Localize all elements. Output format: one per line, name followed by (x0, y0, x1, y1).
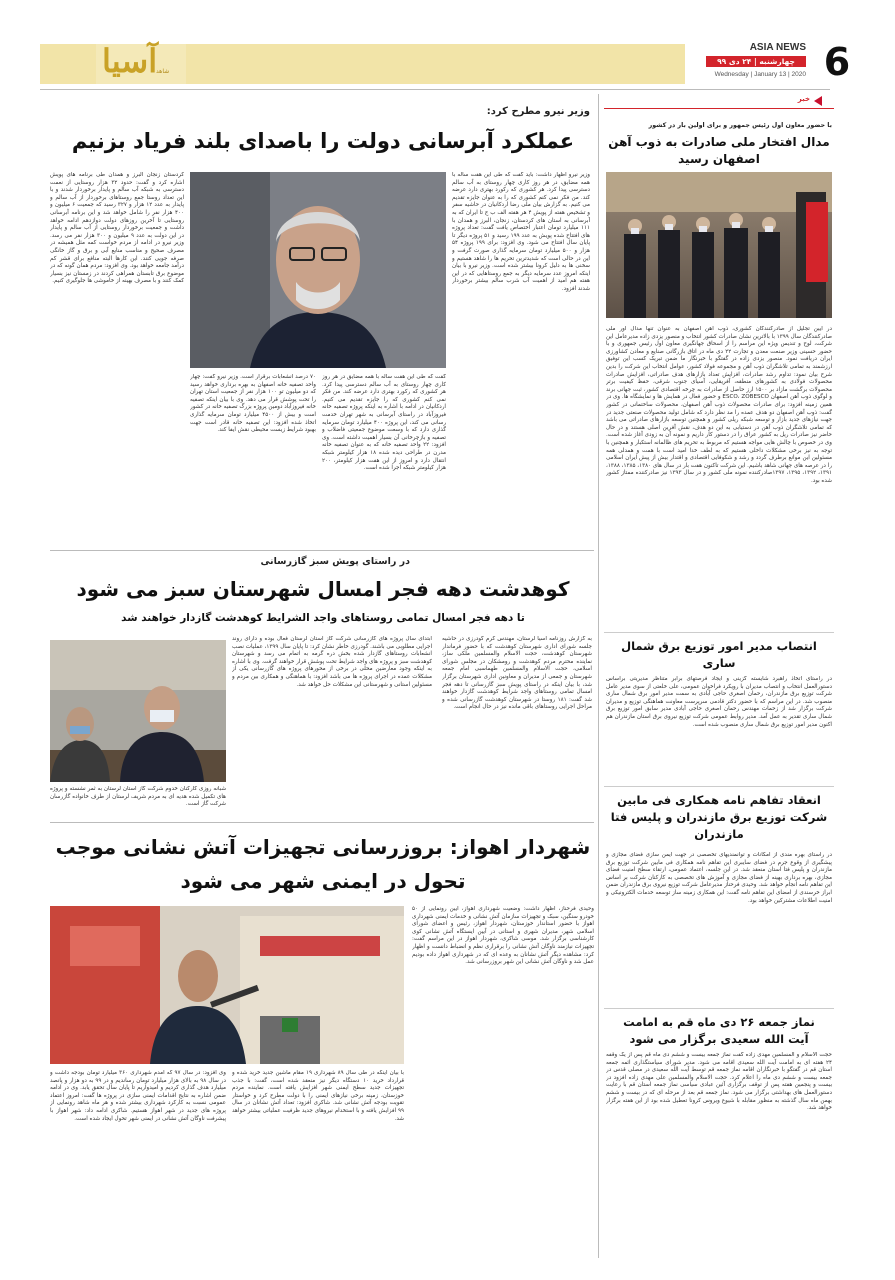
page-header (0, 0, 895, 90)
logo-subtext: شاهد (156, 68, 170, 75)
top-story-photo (190, 172, 446, 368)
section-marker-icon (814, 96, 822, 106)
brand-en: ASIA NEWS (749, 42, 806, 53)
gas-story-kicker: در راستای پویش سبز گازرسانی (260, 556, 410, 567)
date-en: Wednesday | January 13 | 2020 (714, 71, 806, 78)
logo-block (96, 44, 186, 84)
logo-text: آسیا (102, 42, 158, 80)
story3-title: انعقاد تفاهم نامه همکاری فی مابین شرکت توزیع برق مازندران و پلیس فتا مازندران (610, 793, 828, 841)
story4-body: حجت الاسلام و المسلمین مهدی زاده گفت نماز جمعه بیست و ششم دی ماه قم پس از یک وقفه ۲۴ هفته ای به امامت آیت الله سعیدی اقامه می شود. مدیر شورای سیاستگذاری ائمه جمعه استان قم در گفتگو با خبرنگاران اقامه نماز جمعه قم توسط آیت الله سعیدی در مصلی قدس در جمعه بیست و ششم دی ماه را اعلام کرد. حجت الاسلام والمسلمین علی مهدی زاده افزود در بیست و پنجمین هفته پس از توقف برگزاری آئین عبادی سیاسی نماز جمعه استان قم با رعایت دستورالعمل های بهداشتی برگزار می شود. نماز جمعه قم بعد از مرحله ای که در بیست و ششم بهمن ماه سال گذشته به منظور مقابله با شیوع ویروس کرونا تعطیل شده بود از این هفته برگزار خواهد شد. (606, 1052, 832, 1112)
top-story-kicker: وزیر نیرو مطرح کرد: (486, 106, 590, 117)
award-ceremony-image (606, 172, 832, 318)
top-story-col-right: وزیر نیرو اظهار داشت: باید گفت که طی این هفت ساله با همه مضایق، در هر روز کاری چهار روستای به آب سالم دسترسی پیدا کرد. هر کشوری که رکورد بهتری دارد عرضه کند. من فکر نمی کنم کشوری که را به عنوان جایزه تقدیم می کنیم. به گزارش بیان ملی رضا اردکانیان در حاشیه سفر و تشخیص هفته از پویش ۴ هر هفته الف ب ج تا ایران که به آبرسانی به استان های کردستان، زنجان، البرز و همدان با ۱۱۱ میلیارد تومان اعتبار اختصاص یافت گفت: تعداد پروژه های افتتاح شده پویش به عدد ۱۹۹ رسید و ۵۱ پروژه دیگر تا پایان سال افتتاح می شود. وی افزود: برای ۱۹۹ پروژه ۵۴ هزار و ۵۰۰ میلیارد تومان سرمایه گذاری صورت گرفت و این در حالی است که شدیدترین تحریم ها را شاهد هستیم و سخنی ها به دلیل کرونا بیشتر شده است. وزیر نیرو با بیان اینکه امروز عدد سرمایه دیگر به جمع روستاهایی که در این هفته هم امید از اهمیت آب شرب سالم بیشتر برخوردار شدند افزود. (452, 172, 590, 292)
ahvaz-story-col-left: وی افزود: در سال ۹۷ که آمدم شهرداری ۳۶۰ میلیارد تومان بودجه داشت و در سال ۹۸ به بالای هزار میلیارد تومان رساندیم و در ۹۹ به دو هزار و پانصد میلیارد هدف گذاری کردیم و امیدواریم تا پایان سال تحقق یابد. وی در ادامه ضمن اشاره به نتایج اقدامات ایمنی سازی در پروژه ها گفت: امروز اعتماد عمومی نسبت به کارکرد شهرداری بیشتر شده و هر ماه شاهد رونمایی از پروژه های جدید در شهر اهواز هستیم. شاکری ادامه داد: شهر اهواز با پیشرفت ناوگان آتش نشانی در ایمنی شهر تحول ایجاد شده است. (50, 1070, 226, 1122)
mayor-speech-image (50, 906, 404, 1064)
story2-title: انتصاب مدیر امور توزیع برق شمال ساری (621, 639, 817, 670)
page-number: 6 (823, 40, 851, 84)
story1-title: مدال افتخار ملی صادرات به ذوب آهن اصفهان رسید (608, 135, 830, 166)
ahvaz-story-photo (50, 906, 404, 1064)
top-story-col-left: کردستان زنجان البرز و همدان طی برنامه های پویش اشاره کرد و گفت: حدود ۳۲ هزار روستایی از نعمت دسترسی به شبکه آب سالم و پایدار برخوردار شدند و با این تعداد روستا جمع روستاهای برخوردار از آب سالم و پایدار به عدد ۱۲ هزار و ۳۲۷ رسید که جمعیت ۶ میلیون و ۴۰۰ هزار نفر را شامل خواهد شد و این برنامه آبرسانی روستایی تا آخرین روزهای دولت دوازدهم ادامه خواهد داشت و جمعیت برخوردار روستایی از آب سالم و پایدار در این دولت به عدد ۹ میلیون و ۳۰۰ هزار نفر می رسد. وزیر نیرو در ادامه از مردم خواست کمه مثل همیشه در مصرف صحیح و مناسب منابع آبی و برق و گاز خانگی صرفه جویی کنند. این کارها البته منافع برای قشر کم درآمد جامعه خواهد بود. وی افزود: مردم همان گونه که در موضوع برق تابستان همراهی کردند در زمستان نیز بسیار کمک کنند و با مصرف بهینه از خاموشی ها جلوگیری کنیم. (50, 172, 184, 285)
gas-story-photo (50, 640, 226, 782)
story2-body: در راستای اتخاذ راهبرد شایسته گزینی و ایجاد فرصتهای برابر متناظر مدیریتی براساس دستورالعمل انتخاب و انتصاب مدیران با رویکرد فراخوان عمومی، علی خلعتی از سوی مدیر عامل شرکت توزیع برق مازندران، رحمان اصغری حاجی آبادی به سمت مدیر امور برق شمال ساری منصوب شد. در این مراسم که با حضور دکتر قادمی سرپرست معاونت هماهنگی توزیع و مدیران شرکت برگزار شد از زحمات مهندس رحمان اصغری حاجی آبادی مدیر سابق امور توزیع برق شمال ساری تقدیر به عمل آمد. مدیر روابط عمومی شرکت توزیع نیروی برق استان مازندران هم اکنون مدیر امور توزیع برق شمال ساری منصوب شده است. (606, 676, 832, 728)
section-label: خبر (797, 95, 810, 103)
gas-story-col-left: ابتدای سال پروژه های گازرسانی شرکت گاز استان لرستان فعال بوده و دارای روند اجرایی مطلوبی می باشند. گودرزی خاطر نشان کرد: تا پایان سال ۱۳۹۹، عملیات نصب انشعابات روستاهای گازدار شده بخش دره گرمه به اتمام می رسد و شهرستان کوهدشت سبز و پروژه های واجد شرایط تحت پوشش قرار خواهند گرفت. وی با اشاره به اینکه وجود معارضین محلی در برخی از محورهای پروژه های گازرسانی یکی از مشکلات عمده در اجرای پروژه ها می باشد افزود: با هماهنگی و همکاری بین مردم و مسئولین استانی و شهرستانی این مشکلات حل خواهد شد. (232, 636, 432, 688)
meeting-photo-image (50, 640, 226, 782)
top-story-title: عملکرد آبرسانی دولت را باصدای بلند فریاد بزنیم (71, 129, 575, 153)
story1-photo (606, 172, 832, 318)
sidebar (604, 92, 834, 1260)
top-story-col-middle: گفت که طی این هفت ساله با همه مضایق در هر روز کاری چهار روستای به آب سالم دسترسی پیدا کرد. هر کشوری که رکورد بهتری دارد عرضه کند. من فکر نمی کنم کشوری که را جایزه تقدیم می کنیم. اردکانیان در ادامه با اشاره به اینکه پروژه تصفیه خانه فیروزآباد در راستای آبرسانی به شهر تهران خدمت رسانی می کند، این پروژه ۴۰۰ میلیارد تومان سرمایه گذاری دارد که با وسعت موضوع جمعیتی فاضلاب و تصفیه و بازچرخانی آن بسیار اهمیت داشته است. وی افزود: ۲۲ واحد تصفیه خانه که به عنوان تصفیه خانه مدرن در طراحی دیده شده ۱۸ هزار کیلومتر شبکه انتقال دارد و امروز از این هفت هزار کیلومتر، ۲۰۰ هزار کیلومتر شبکه اجرا شده است. (322, 374, 446, 472)
story3-body: در راستای بهره مندی از امکانات و توانمندیهای تخصصی در جهت ایمن سازی فضای مجازی و پیشگیری از وقوع جرم در فضای سایبری این تفاهم نامه همکاری فی مابین شرکت توزیع برق مازندران و پلیس فتا استان منعقد شد. در این جلسه، اعتماد عمومی، ارتقاء سطح امنیت فضای مجازی، بهره برداری بهینه از فضای مجازی و آموزش های تخصصی به کارکنان شرکت بر اساس این تفاهم نامه انجام خواهد شد. وحیدی فرحناز مدیرعامل شرکت توزیع نیروی برق مازندران ضمن ابراز خرسندی از امضای این تفاهم نامه گفت: این همکاری زمینه ساز توسعه خدمات الکترونیکی و امنیت اطلاعات مشترکین خواهد بود. (606, 852, 832, 904)
gas-story-subtitle: تا دهه فجر امسال تمامی روستاهای واجد الشرایط کوهدشت گازدار خواهند شد (121, 612, 525, 624)
top-story-photo-caption: ۷۰ درصد انشعابات برقرار است. وزیر نیرو گفت: چهار واحد تصفیه خانه اصفهان به بهره برداری خواهد رسید که دو میلیون تو ۱۰۰ هزار نفر از جمعیت استان تهران را تحت پوشش قرار می دهد. وی با بیان اینکه تصفیه خانه فیروزآباد دومین پروژه بزرگ تصفیه خانه در کشور است و بیش از ۴۵۰۰ میلیارد تومان سرمایه گذاری اتخاذ شده افزود: این تصفیه خانه قادر است جهت بهبود شرایط زیست محیطی نقش ایفا کند. (190, 374, 316, 434)
story4-title: نماز جمعه ۲۶ دی ماه قم به امامت آیت الله سعیدی برگزار می شود (623, 1015, 815, 1046)
ahvaz-story-col-right: وحیدی فرحناز، اظهار داشت: وضعیت شهرداری اهواز، آیین رونمایی از ۵۰ خودرو سنگین، سبک و تجهیزات سازمان آتش نشانی و خدمات ایمنی شهرداری اهواز با حضور استاندار خوزستان، شهردار اهواز، رئیس و اعضای شورای اسلامی شهر، مدیران شهری و استانی در آیین ایستگاه آتش نشانی کوی کارشناسی برگزار شد. موسی شاکری، شهردار اهواز در این مراسم گفت: تجهیزات نیازمند ناوگان آتش نشانی را برقراری نظم و انضباط دانست و اظهار کرد: مشاهده دیگر آتش نشانان به وعده ای که در شهرداری اهواز داده بودیم عمل شد و ناوگان آتش نشانی این شهر بروزرسانی شد. (412, 906, 594, 966)
ahvaz-story-title: شهردار اهواز: بروزرسانی تجهیزات آتش نشانی موجب تحول در ایمنی شهر می شود (55, 835, 591, 893)
gas-story-col-right: به گزارش روزنامه آسیا لرستان، مهندس کرم گودرزی در حاشیه جلسه شورای اداری شهرستان کوهدشت که با حضور فرماندار شهرستان کوهدشت، حجت الاسلام والمسلمین ملکی ساز، نماینده محترم مردم کوهدشت و رومشکان در مجلس شورای اسلامی، حجت الاسلام والمسلمین طهماسبی امام جمعه شهرستان و جمعی از مدیران و معاونین اداری شهرستان برگزار شد، با بیان اینکه در راستای پویش سبز گازرسانی تا دهه فجر امسال تمامی روستاهای واجد شرایط کوهدشت گازدار خواهند شد گفت: ۱۸۱ روستا در شهرستان کوهدشت گازرسانی شده و مراحل اجرایی روستاهای باقی مانده نیز در حال انجام است. (442, 636, 592, 711)
gas-story-photo-caption: شبانه روزی کارکنان خدوم شرکت گاز استان لرستان به ثمر نشسته و پروژه های تکمیل شده هدیه ای به مردم شریف لرستان از طرف خانواده گازرسان شرکت گاز است. (50, 786, 226, 808)
story1-kicker: با حضور معاون اول رئیس جمهور و برای اولین بار در کشور (648, 122, 832, 129)
date-fa: چهارشنبه | ۲۴ دی ۹۹ (706, 56, 806, 67)
ahvaz-story-col-middle: با بیان اینکه در طی سال ۸۹ شهرداری ۱۹ مقام ماشین جدید خرید شده و قرارداد خرید ۱۰ دستگاه دیگر نیز منعقد شده است، گفت: با جذب تجهیزات جدید سطح ایمنی شهر افزایش یافته است. نماینده مردم خوزستان، زمینه برخی نیازهای ایمنی را با دولت مطرح کرد و خواستار تقویت بودجه آتش نشانی شد. شاکری افزود: تعداد آتش نشانان در سال ۹۹ افزایش یافته و با استخدام نیروهای جدید ظرفیت عملیاتی بیشتر خواهد شد. (232, 1070, 404, 1122)
gas-story-title: کوهدشت دهه فجر امسال شهرستان سبز می شود (76, 577, 570, 601)
story1-body: در آیین تجلیل از صادرکنندگان کشوری، ذوب آهن اصفهان به عنوان تنها مدال آور ملی صادرکنندگان سال ۱۳۹۹ با بالاترین نشان صادرات کشور انتخاب و منصور یزدی زاده مدیرعامل این شرکت، لوح و تندیس ویژه این مراسم را از اسحاق جهانگیری معاون اول رئیس جمهوری و با حضور حسینی وزیر صنعت معدن و تجارت ۲۲ دی ماه در اتاق بازرگانی صنایع و معادن کشاورزی ایران دریافت نمود. منصور یزدی زاده در گفتگو با خبرنگار ما ضمن تبریک کسب این توفیق ارزشمند به تمامی تلاشگران ذوب آهن و مجموعه فولاد کشور، عوامل انتخاب این شرکت را بدین شرح بیان نمود: تداوم رشد صادرات، افزایش تعداد بازارهای هدف صادراتی، افزایش صادرات محصولات فولادی به کشورهای منطقه، آفریقایی، آسیای جنوب شرقی، حفظ کیفیت برتر محصولات برگشت مازاد بر ۱۵۰۰ ارز حاصل از صادرات به چرخه اقتصادی کشور، ثبت جهانی برند و لوگوی ذوب آهن اصفهان ESCO، ZOBESCO و حضور فعال در همایش ها و نمایشگاه ها. وی در همین زمینه افزود: برای صادرات محصولات ذوب آهن اصفهان، محصولات ساختمانی در کشور گفت: ذوب آهن اصفهان دو هدف عمده را مد نظر دارد که شامل تولید محصولات صنعتی جدید در جهت نیازهای جدید بازار و توسعه شبکه ریلی کشور و همچنین توسعه بازارهای صادراتی می باشد که تمامی تلاشگران ذوب آهن در دستیابی به این دو هدف، نقش آفرین اصلی هستند و در حال حاضر نیز صادرات ریل به کشور عراق را در دستور کار داریم و نمونه آن به زودی آغاز شده است. وی در خصوص با چالش هایی مواجه هستیم که مربوط به تحریم های ظالمانه استکبار و همچنین با توجه به نیز برخی مشکلات داخلی هستیم که به لطف خدا امید است با همت و همدلی همه مسئولین این موانع برطرف گردد و رشد و شکوفایی اقتصادی و اقتدار بیش از پیش ایران اسلامی را در عرصه های جهانی شاهد باشیم. این شرکت تاکنون هفت بار در سال های ۱۳۸۰، ۱۳۸۵، ۱۳۸۸، ۱۳۹۱، ۱۳۹۲، ۱۳۹۵، ۱۳۹۷صادرکننده نمونه ملی کشور و در سال ۱۳۹۳ نیز صادرکننده ممتاز کشور شده بود. (606, 326, 832, 484)
minister-portrait-image (190, 172, 446, 368)
